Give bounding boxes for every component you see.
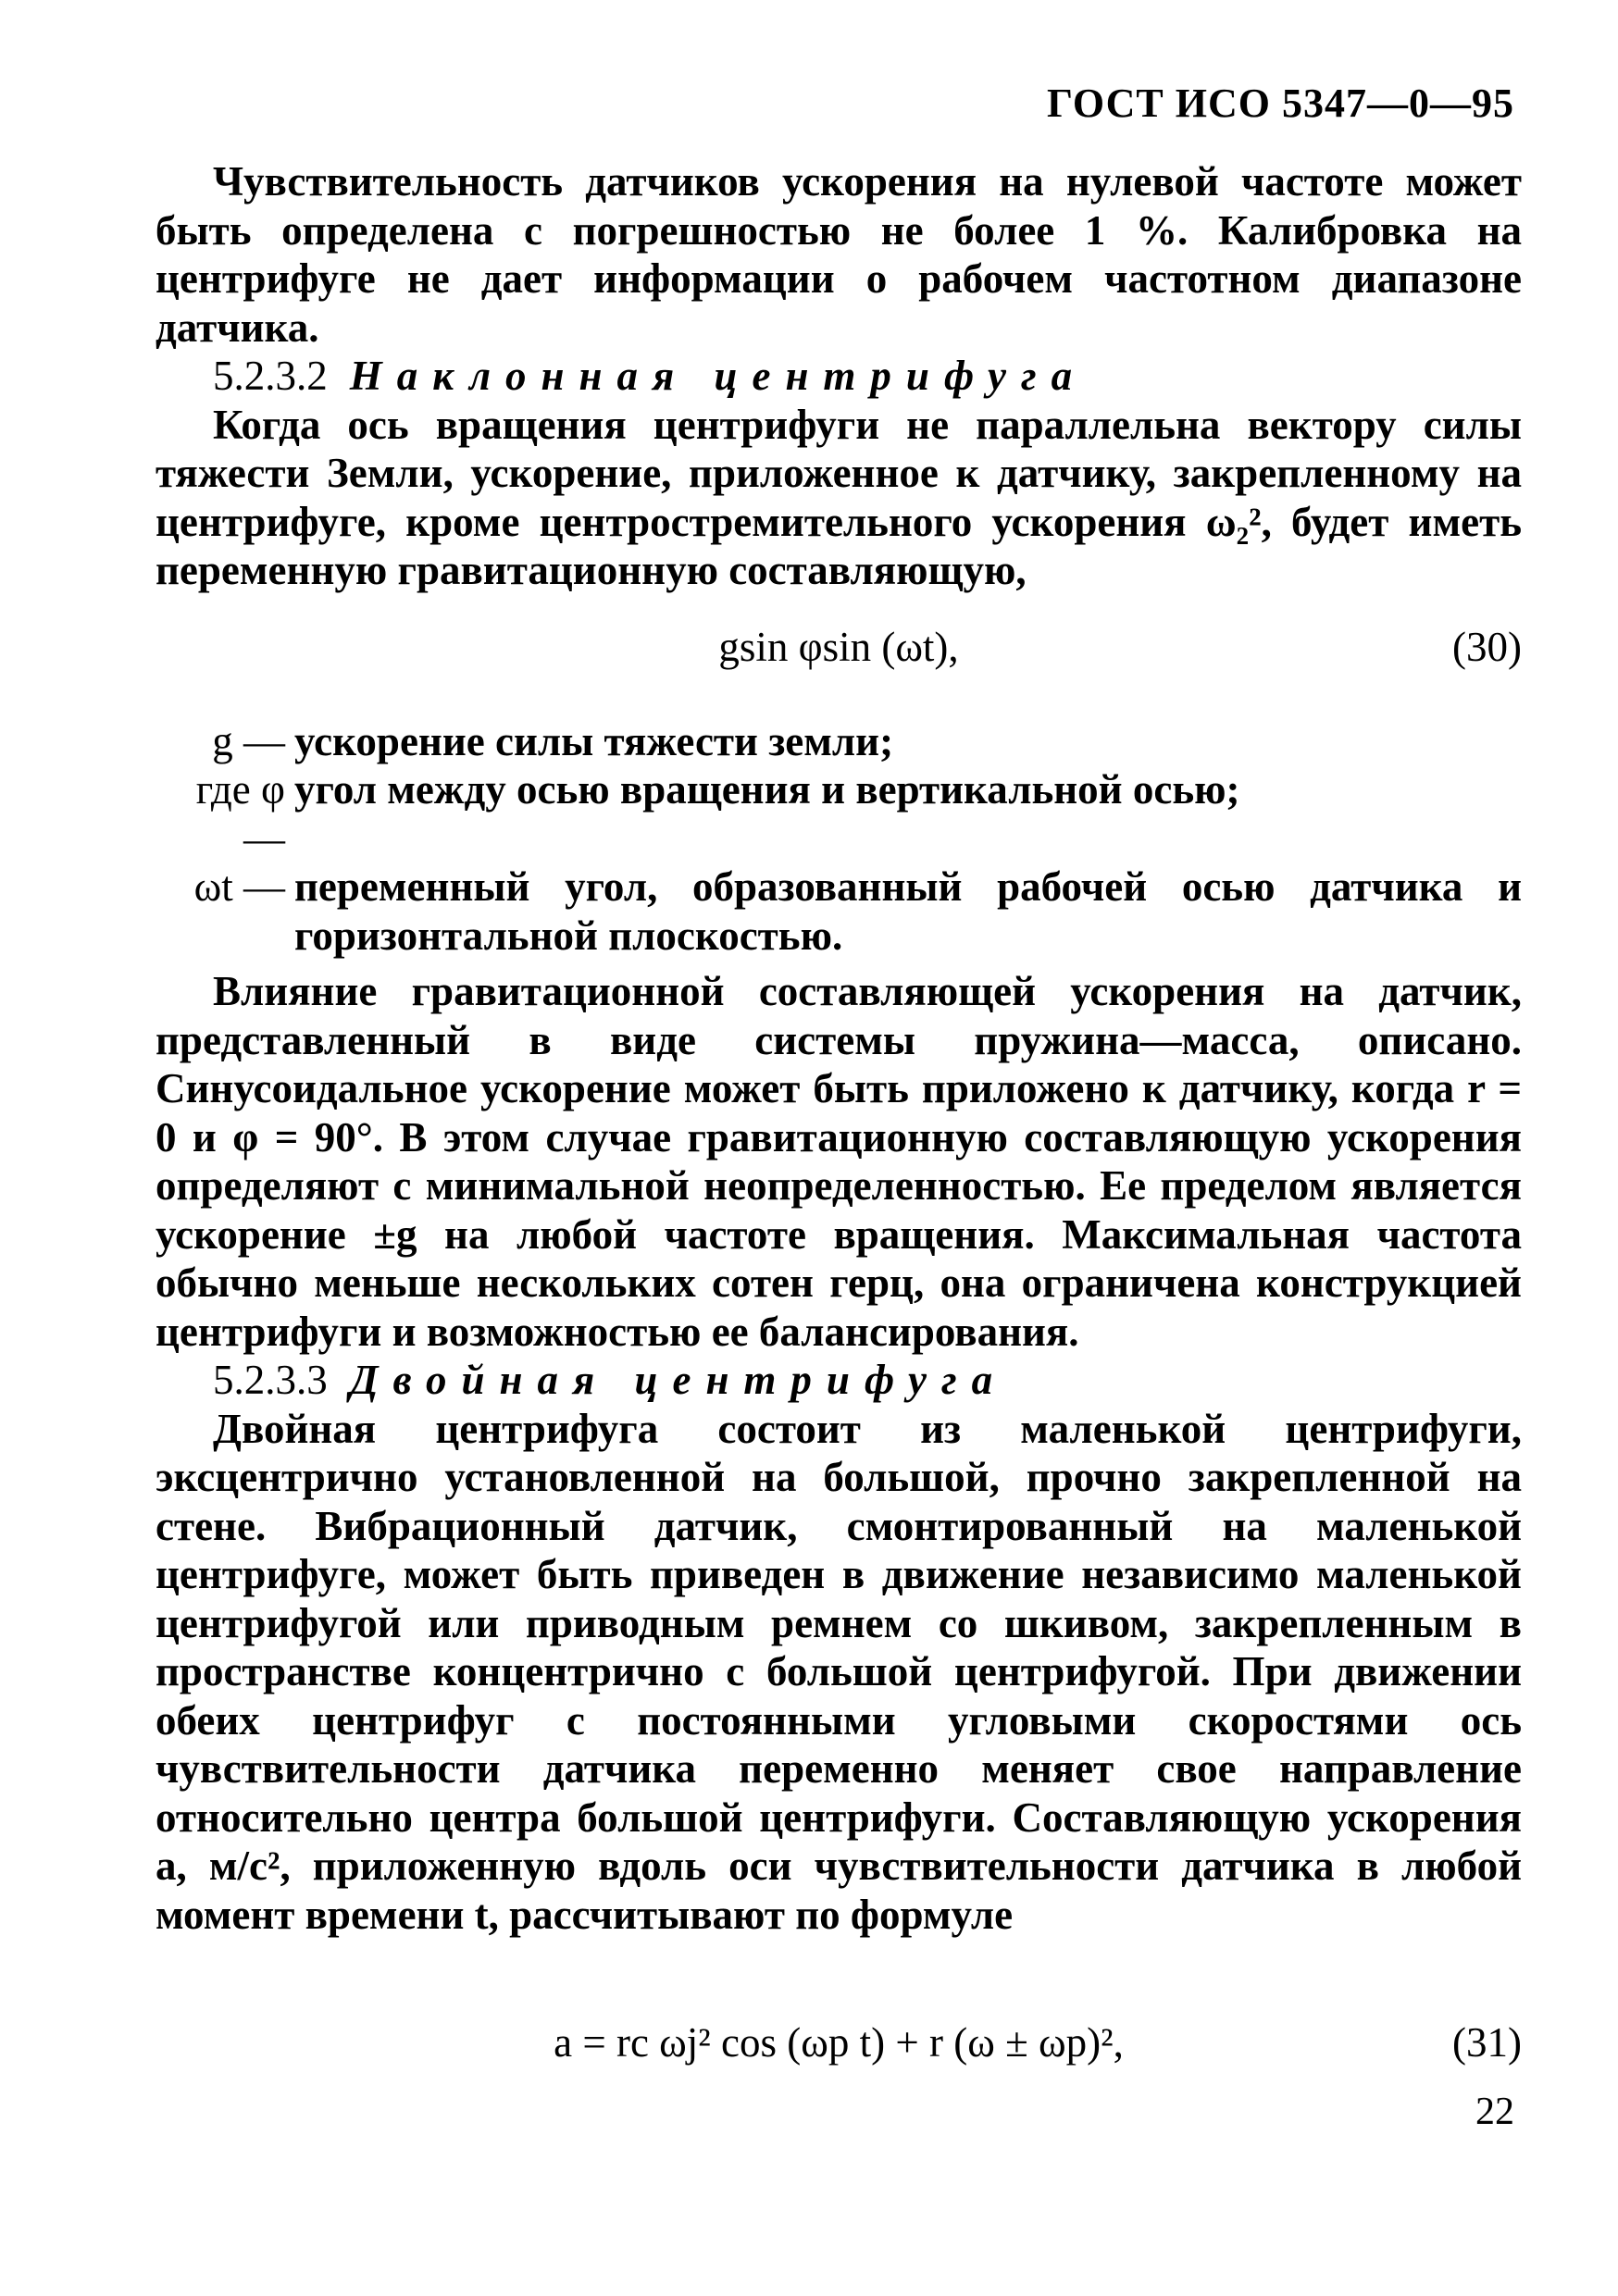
paragraph-gravity-influence: Влияние гравитационной составляющей ускорения на датчик, представленный в виде системы пружина—масса, описано. Синусоидальное ускорение может быть приложено к датчику, когда r = 0 и φ = 90°. В этом случае гравитационную составляющую ускорения определяют с минимальной неопределенностью. Ее пределом является ускорение ±g на любой частоте вращения. Максимальная частота обычно меньше нескольких сотен герц, она ограничена конструкцией центрифуги и возможностью ее балансирования. — [156, 968, 1522, 1355]
definition-item — [156, 863, 1522, 960]
body-text — [156, 157, 1522, 2111]
formula-expression: gsin φsin (ωt), — [718, 623, 959, 670]
definition-item — [156, 717, 1522, 766]
definition-item — [156, 765, 1522, 863]
section-heading-5-2-3-3 — [156, 1356, 1522, 1405]
paragraph-sensitivity: Чувствительность датчиков ускорения на нулевой частоте может быть определена с погрешностью не более 1 %. Калибровка на центрифуге не дает информации о рабочем частотном диапазоне датчика. — [156, 158, 1522, 351]
definition-symbol: где φ — — [195, 766, 285, 862]
formula-expression: a = rc ωj² cos (ωp t) + r (ω ± ωp)², — [554, 2019, 1124, 2066]
section-number: 5.2.3.2 — [213, 353, 328, 399]
paragraph-double-centrifuge: Двойная центрифуга состоит из маленькой центрифуги, эксцентрично установленной на большой, прочно закрепленной на стене. Вибрационный датчик, смонтированный на маленькой центрифуге, может быть приведен в движение независимо маленькой центрифугой или приводным ремнем со шкивом, закрепленным в пространстве концентрично с большой центрифугой. При движении обеих центрифуг с постоянными угловыми скоростями ось чувствительности датчика переменно меняет свое направление относительно центра большой центрифуги. Составляющую ускорения a, м/с², приложенную вдоль оси чувствительности датчика в любой момент времени t, рассчитывают по формуле — [156, 1405, 1522, 1938]
page-number: 22 — [1475, 2091, 1514, 2133]
formula-30 — [156, 595, 1522, 697]
formula-31 — [156, 1991, 1522, 2111]
definition-text: ускорение силы тяжести земли; — [294, 717, 894, 764]
standard-header: ГОСТ ИСО 5347—0—95 — [1046, 81, 1514, 126]
definition-symbol: ωt — — [193, 863, 285, 910]
definitions-list — [156, 717, 1522, 961]
definition-text: угол между осью вращения и вертикальной осью; — [294, 766, 1240, 813]
definition-text: переменный угол, образованный рабочей осью датчика и горизонтальной плоскостью. — [294, 863, 1522, 959]
section-number: 5.2.3.3 — [213, 1357, 328, 1403]
section-title: Наклонная центрифуга — [349, 353, 1088, 399]
definition-symbol: g — — [212, 717, 285, 764]
section-title: Двойная центрифуга — [349, 1357, 1008, 1403]
paragraph-inclined-centrifuge: Когда ось вращения центрифуги не параллельна вектору силы тяжести Земли, ускорение, приложенное к датчику, закрепленному на центрифуге, кроме центростремительного ускорения ω₂², будет иметь переменную гравитационную составляющую, — [156, 401, 1522, 593]
equation-number: (30) — [1452, 623, 1522, 670]
section-heading-5-2-3-2 — [156, 352, 1522, 401]
equation-number: (31) — [1452, 2019, 1522, 2066]
